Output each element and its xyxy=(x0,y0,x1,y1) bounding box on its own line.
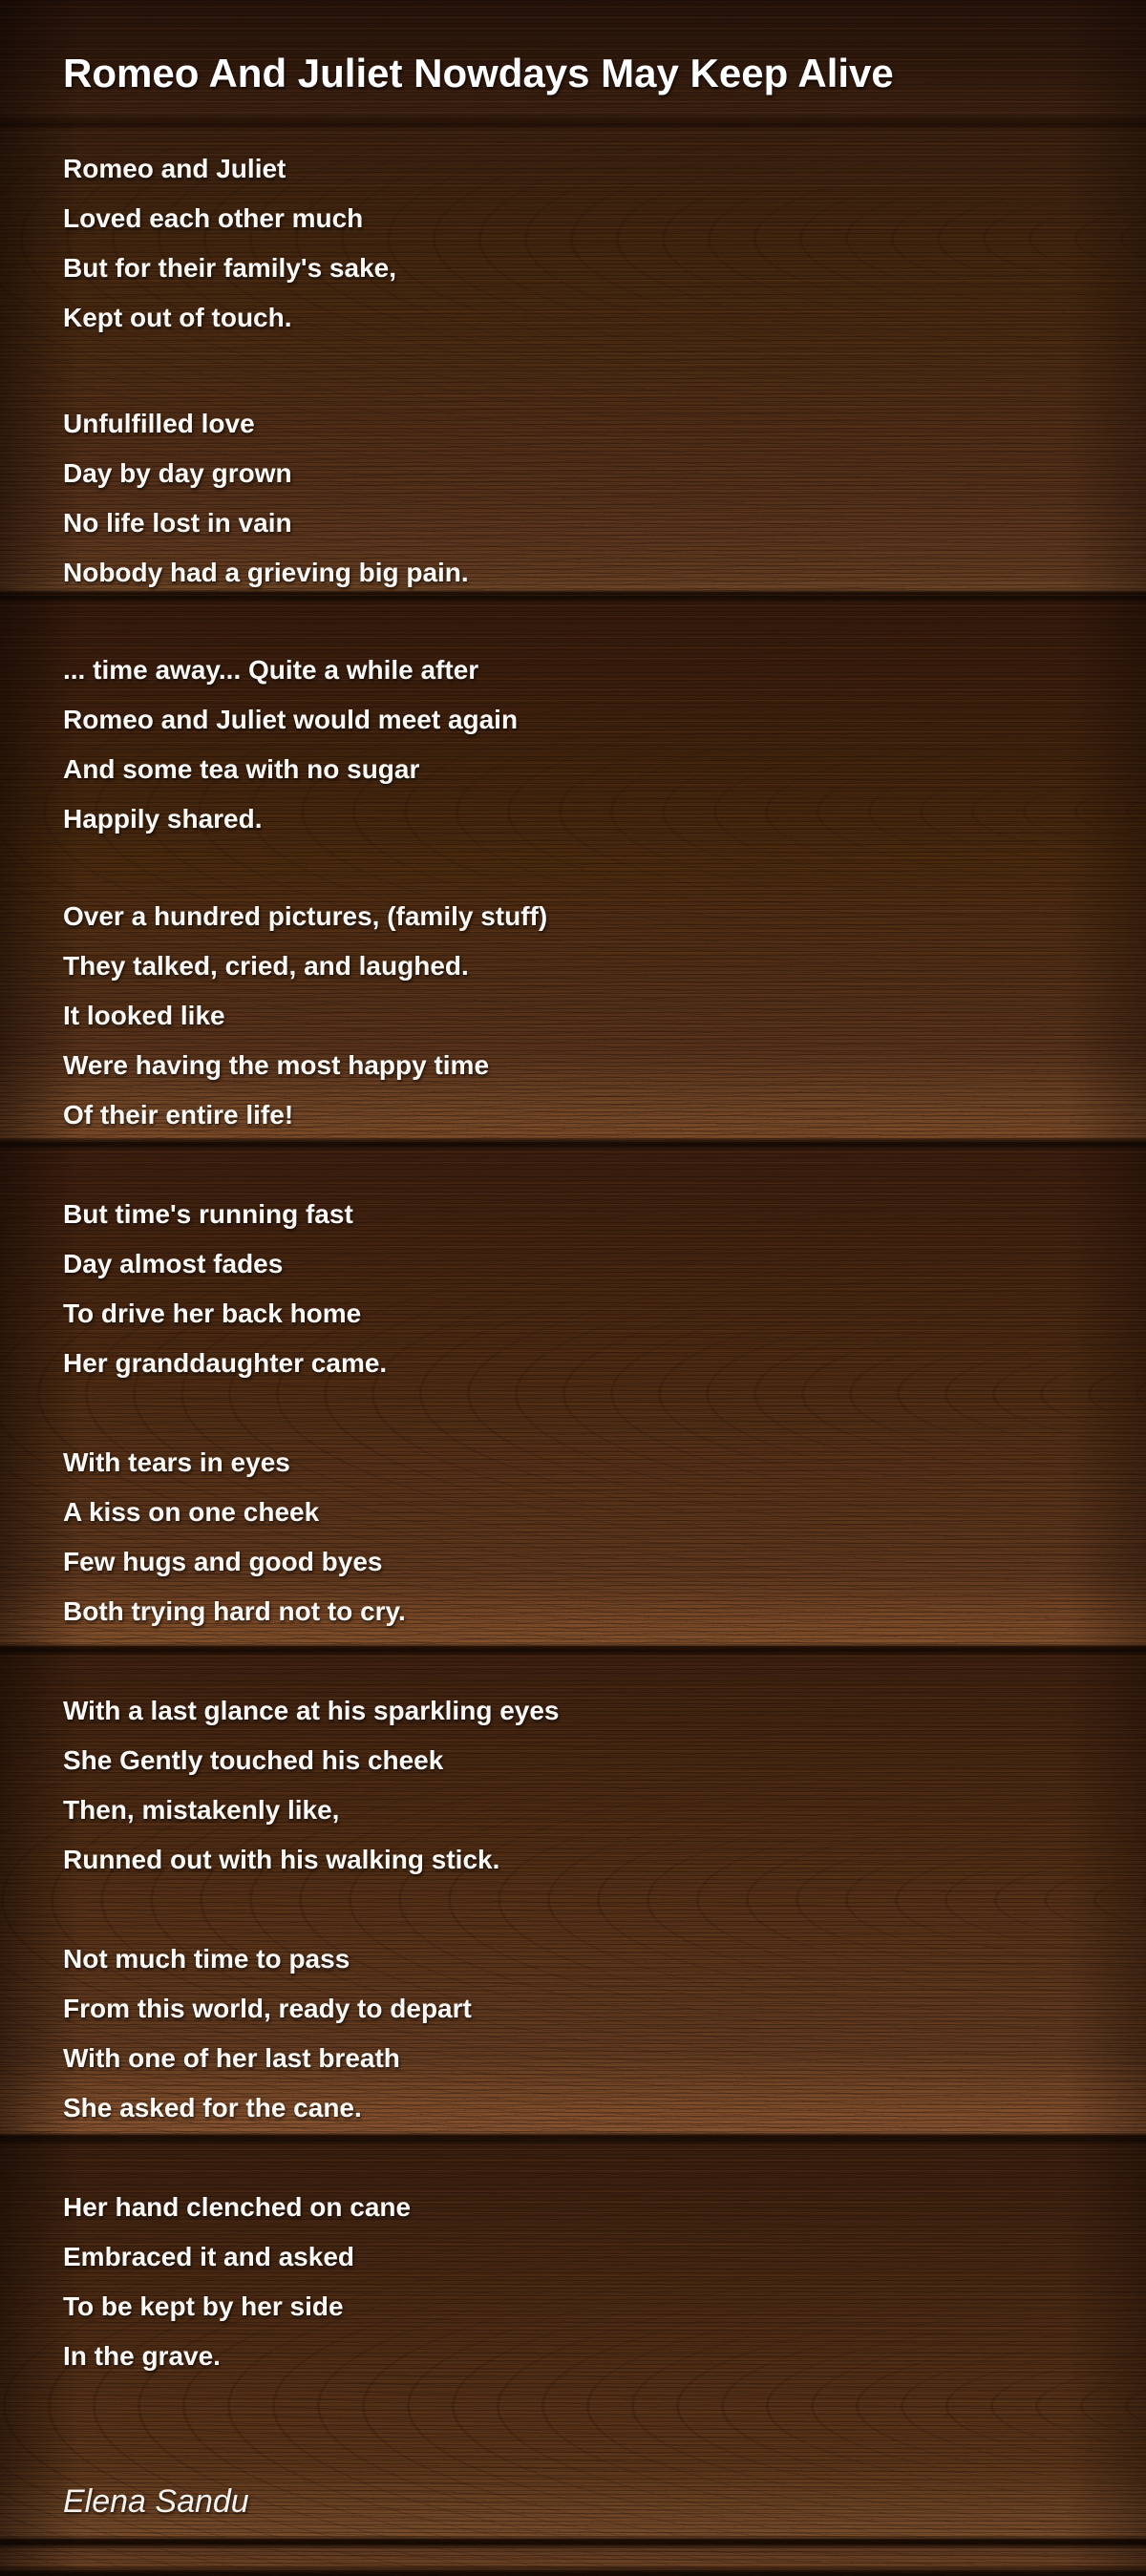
stanza-2 xyxy=(63,399,1066,598)
poem-line: Runned out with his walking stick. xyxy=(63,1845,500,1874)
poem-line: She asked for the cane. xyxy=(63,2093,362,2122)
poem-line: It looked like xyxy=(63,1001,225,1030)
poem-line: A kiss on one cheek xyxy=(63,1497,320,1527)
poem-line: Happily shared. xyxy=(63,804,263,834)
poem-line: Nobody had a grieving big pain. xyxy=(63,558,469,587)
poem-line: Of their entire life! xyxy=(63,1100,294,1130)
stanza-9 xyxy=(63,2183,1066,2381)
poem-line: ... time away... Quite a while after xyxy=(63,655,479,685)
poem-line: Embraced it and asked xyxy=(63,2242,355,2271)
poem-author: Elena Sandu xyxy=(63,2483,249,2520)
stanza-4 xyxy=(63,892,1066,1140)
poem-line: They talked, cried, and laughed. xyxy=(63,951,469,981)
poem-line: Kept out of touch. xyxy=(63,303,292,332)
poem-line: Her granddaughter came. xyxy=(63,1348,388,1378)
stanza-7 xyxy=(63,1686,1066,1885)
poem-line: Few hugs and good byes xyxy=(63,1547,383,1576)
poem-line: Over a hundred pictures, (family stuff) xyxy=(63,901,548,931)
stanza-6 xyxy=(63,1438,1066,1636)
poem-line: With a last glance at his sparkling eyes xyxy=(63,1696,560,1725)
poem-line: Then, mistakenly like, xyxy=(63,1795,340,1825)
stanza-5 xyxy=(63,1190,1066,1388)
poem-title: Romeo And Juliet Nowdays May Keep Alive xyxy=(63,51,894,95)
poem-line: But time's running fast xyxy=(63,1199,353,1229)
stanza-8 xyxy=(63,1934,1066,2133)
poem-line: Loved each other much xyxy=(63,203,364,233)
poem-line: With one of her last breath xyxy=(63,2043,400,2073)
poem-line: With tears in eyes xyxy=(63,1447,290,1477)
stanza-3 xyxy=(63,645,1066,844)
poem-line: From this world, ready to depart xyxy=(63,1994,472,2023)
poem-line: Day by day grown xyxy=(63,458,292,488)
poem-line: Romeo and Juliet xyxy=(63,154,286,183)
stanza-1 xyxy=(63,144,1066,343)
poem-line: Day almost fades xyxy=(63,1249,284,1278)
poem-line: Not much time to pass xyxy=(63,1944,350,1974)
poem-line: In the grave. xyxy=(63,2341,221,2371)
poem-line: But for their family's sake, xyxy=(63,253,396,283)
poem-line: Her hand clenched on cane xyxy=(63,2192,412,2222)
poem-line: Both trying hard not to cry. xyxy=(63,1596,406,1626)
poem-line: And some tea with no sugar xyxy=(63,754,420,784)
poem-line: Romeo and Juliet would meet again xyxy=(63,705,519,734)
poem-line: To be kept by her side xyxy=(63,2291,344,2321)
poem-line: No life lost in vain xyxy=(63,508,292,538)
poem-line: Were having the most happy time xyxy=(63,1050,490,1080)
poem-line: To drive her back home xyxy=(63,1299,362,1328)
poem-line: She Gently touched his cheek xyxy=(63,1745,444,1775)
poem-line: Unfulfilled love xyxy=(63,409,255,438)
